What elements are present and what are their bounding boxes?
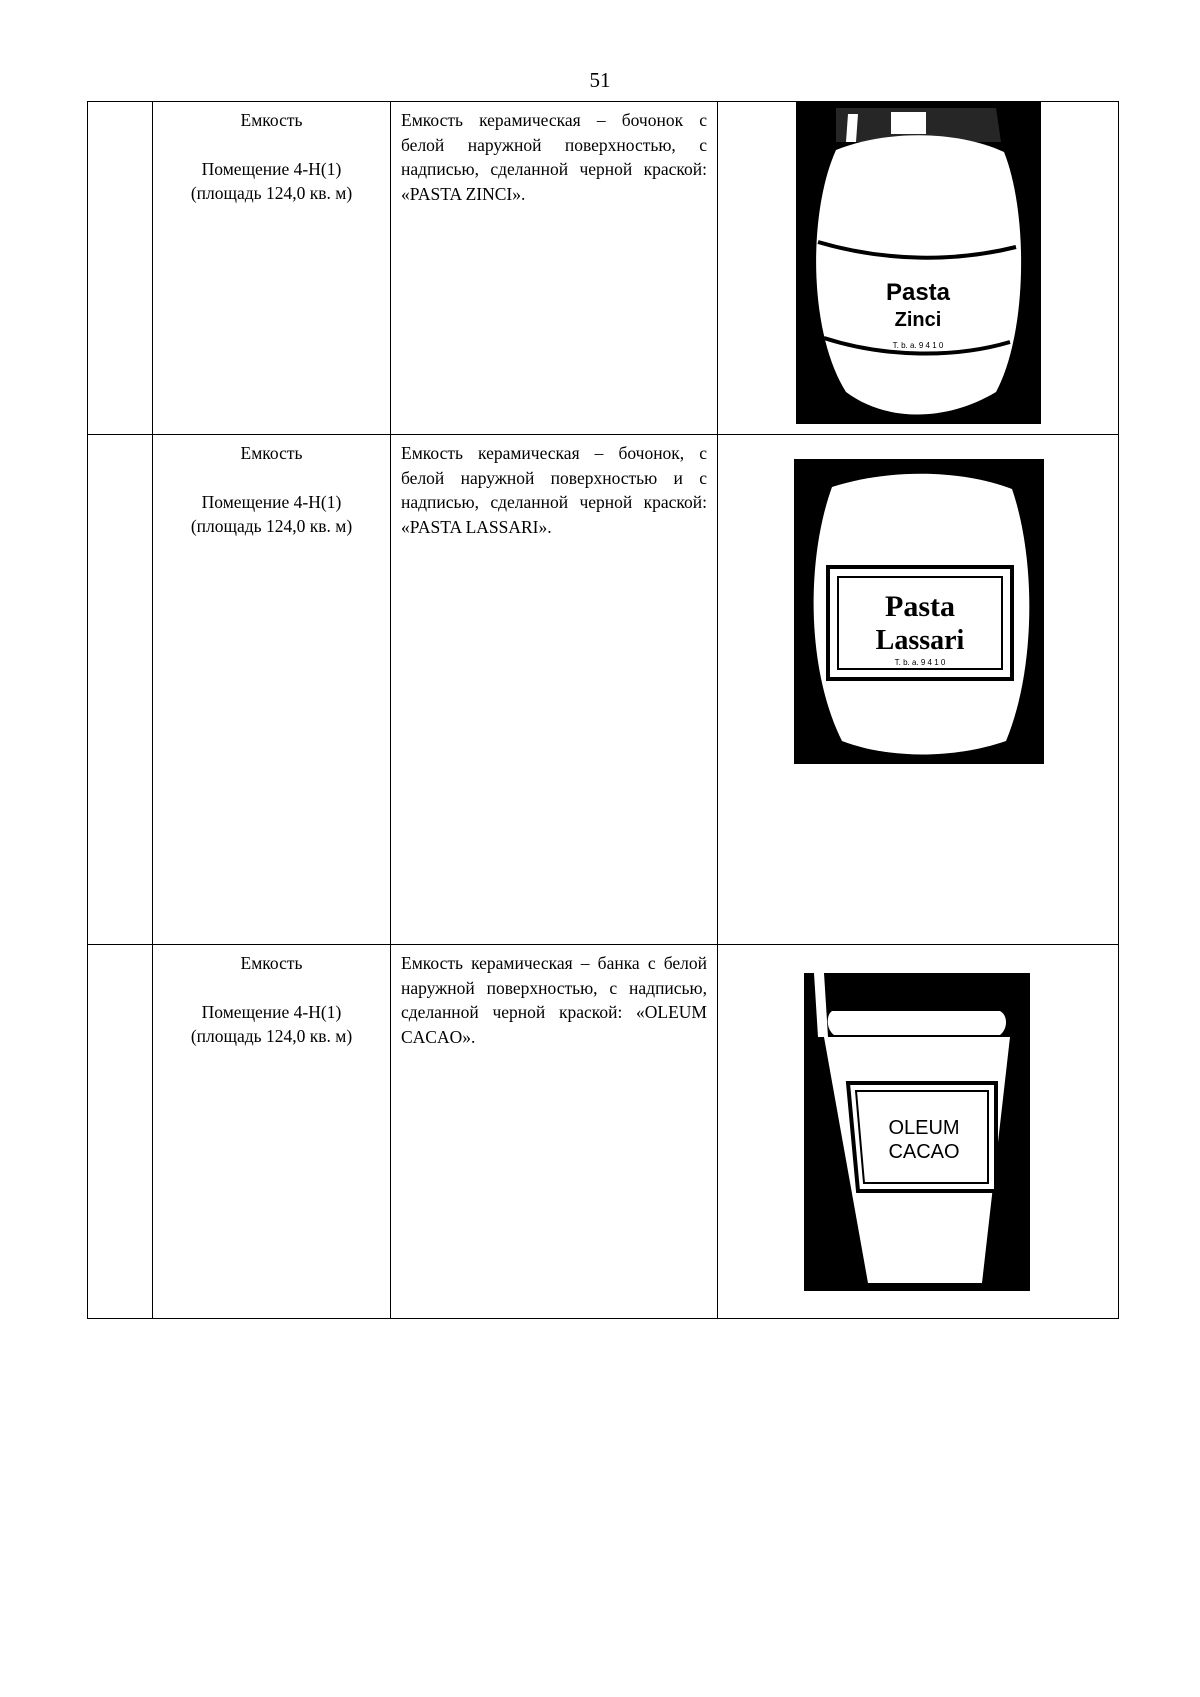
photo-label-line3: T. b. a. 9 4 1 0 <box>894 658 946 667</box>
room-location: Помещение 4-Н(1) <box>201 158 342 179</box>
room-area: (площадь 124,0 кв. м) <box>190 183 353 203</box>
object-cell <box>153 945 391 1319</box>
description-cell: Емкость керамическая – бочонок, с белой наружной поверхностью и с надписью, сделанной черной краской: «PASTA LASSARI». <box>391 435 718 945</box>
room-area: (площадь 124,0 кв. м) <box>190 516 353 536</box>
photo-label-line3: T. b. a. 9 4 1 0 <box>892 341 944 350</box>
table-row <box>88 102 1119 435</box>
photo-cell <box>718 945 1119 1319</box>
photo-cell <box>718 435 1119 945</box>
photo-label-line2: Lassari <box>875 625 965 656</box>
inventory-table <box>87 101 1119 1319</box>
photo-label-line2: CACAO <box>888 1141 960 1163</box>
object-name: Емкость <box>240 443 303 463</box>
number-cell <box>88 102 153 435</box>
number-cell <box>88 435 153 945</box>
object-name: Емкость <box>240 110 303 130</box>
object-name: Емкость <box>240 953 303 973</box>
photo-label-line1: Pasta <box>885 590 955 623</box>
room-location: Помещение 4-Н(1) <box>201 1001 342 1022</box>
description-cell: Емкость керамическая – банка с белой наружной поверхностью, с надписью, сделанной черной краской: «OLEUM CACAO». <box>391 945 718 1319</box>
table-row <box>88 435 1119 945</box>
photo-label-line2: Zinci <box>894 309 942 331</box>
table-row <box>88 945 1119 1319</box>
object-cell <box>153 435 391 945</box>
photo-barrel-pasta-lassari <box>794 459 1044 764</box>
description-cell: Емкость керамическая – бочонок с белой наружной поверхностью, с надписью, сделанной черной краской: «PASTA ZINCI». <box>391 102 718 435</box>
photo-label-line1: Pasta <box>885 279 951 306</box>
room-location: Помещение 4-Н(1) <box>201 491 342 512</box>
number-cell <box>88 945 153 1319</box>
page-number: 51 <box>589 68 611 92</box>
photo-jar-oleum-cacao <box>804 973 1030 1291</box>
object-cell <box>153 102 391 435</box>
photo-label-line1: OLEUM <box>888 1117 960 1139</box>
room-area: (площадь 124,0 кв. м) <box>190 1026 353 1046</box>
photo-barrel-pasta-zinci <box>796 102 1041 424</box>
photo-cell <box>718 102 1119 435</box>
